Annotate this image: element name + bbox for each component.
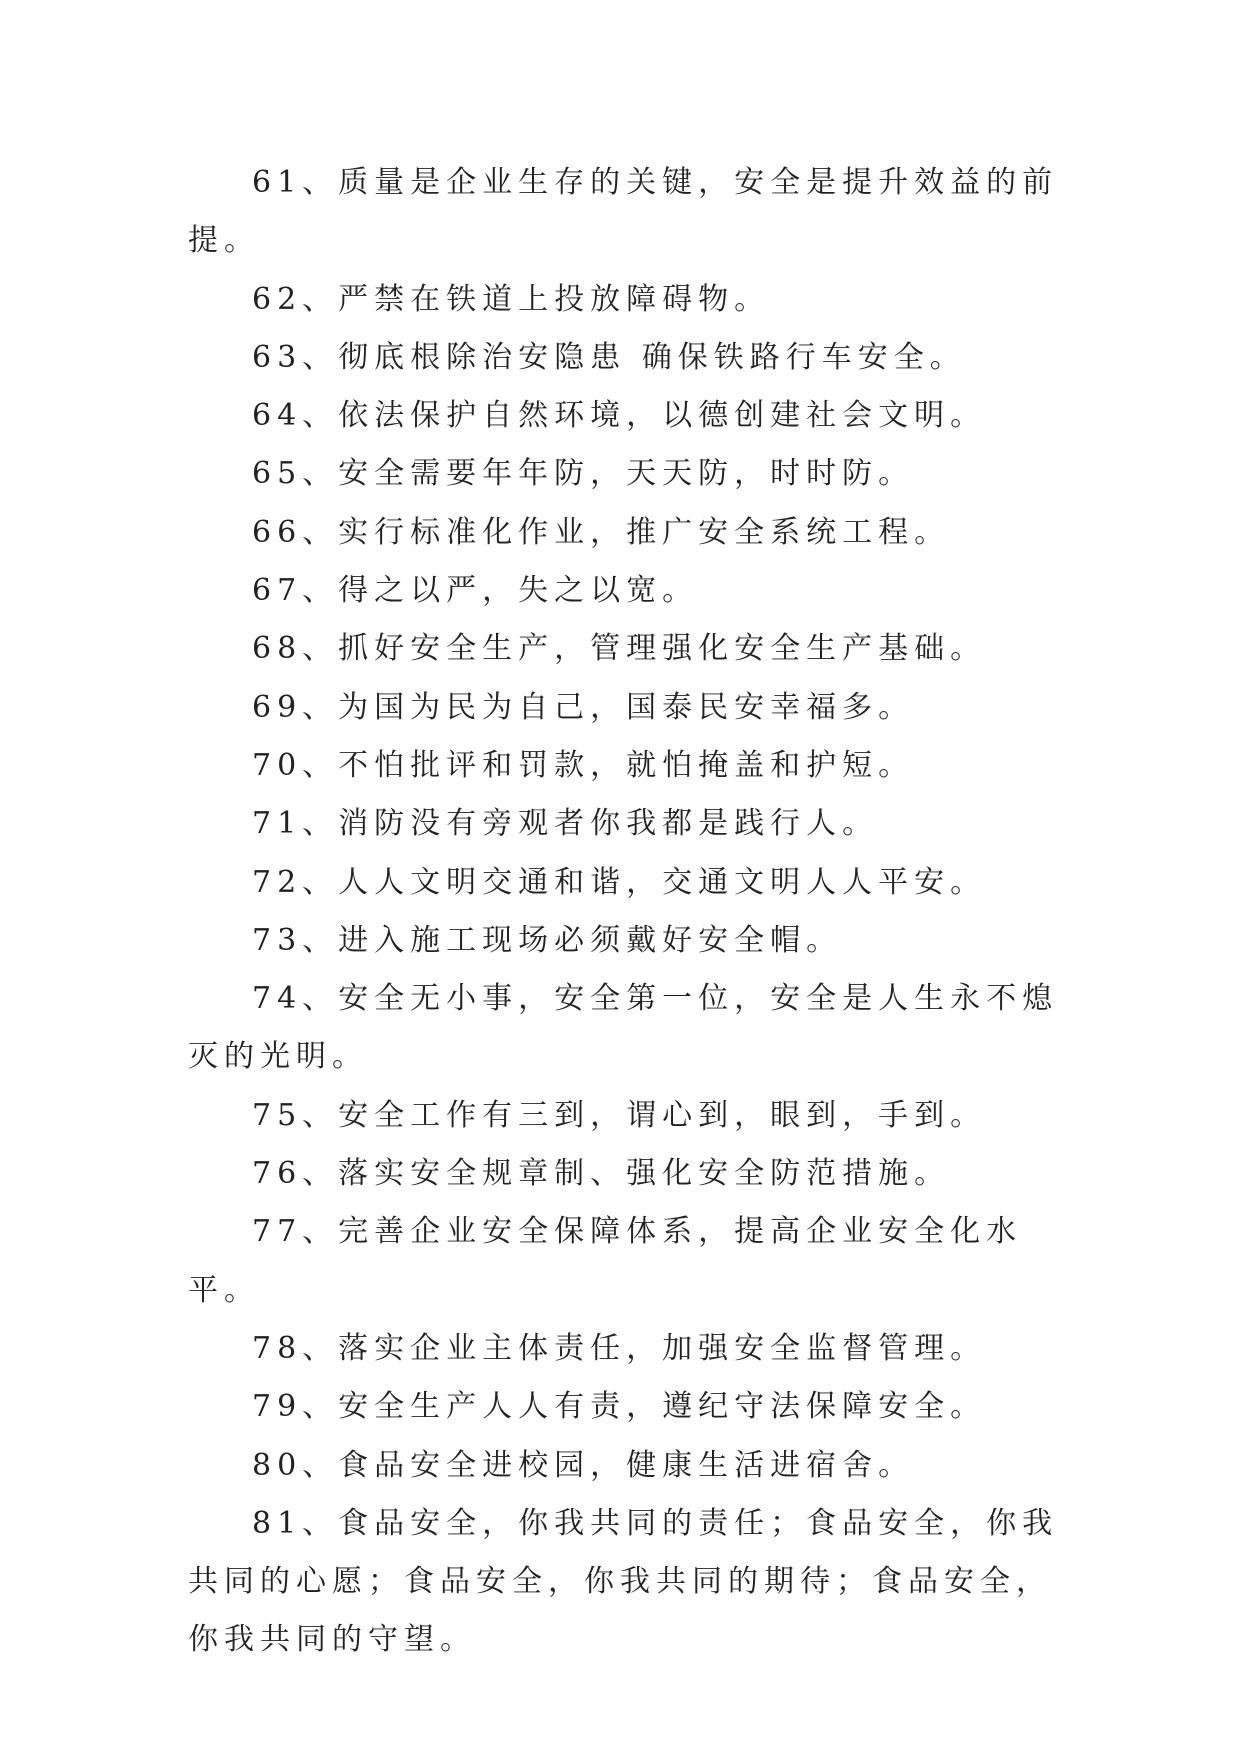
slogan-item-79: 79、安全生产人人有责，遵纪守法保障安全。	[252, 1389, 987, 1425]
slogan-item-70: 70、不怕批评和罚款，就怕掩盖和护短。	[252, 747, 915, 783]
slogan-item-76: 76、落实安全规章制、强化安全防范措施。	[252, 1156, 951, 1192]
slogan-item-73: 73、进入施工现场必须戴好安全帽。	[252, 922, 843, 958]
slogan-item-69: 69、为国为民为自己，国泰民安幸福多。	[252, 689, 915, 725]
slogan-item-75: 75、安全工作有三到，谓心到，眼到，手到。	[252, 1097, 987, 1133]
slogan-list	[188, 154, 1068, 1670]
slogan-item-66: 66、实行标准化作业，推广安全系统工程。	[252, 514, 951, 550]
slogan-item-74: 74、安全无小事，安全第一位，安全是人生永不熄灭的光明。	[188, 981, 1059, 1075]
slogan-item-67: 67、得之以严，失之以宽。	[252, 573, 699, 609]
slogan-item-63: 63、彻底根除治安隐患 确保铁路行车安全。	[252, 339, 966, 375]
slogan-item-80: 80、食品安全进校园，健康生活进宿舍。	[252, 1447, 915, 1483]
slogan-item-78: 78、落实企业主体责任，加强安全监督管理。	[252, 1330, 987, 1366]
slogan-item-81: 81、食品安全，你我共同的责任；食品安全，你我共同的心愿；食品安全，你我共同的期待；食品安全，你我共同的守望。	[188, 1505, 1059, 1658]
slogan-item-72: 72、人人文明交通和谐，交通文明人人平安。	[252, 864, 987, 900]
slogan-item-62: 62、严禁在铁道上投放障碍物。	[252, 281, 771, 317]
slogan-item-77: 77、完善企业安全保障体系，提高企业安全化水平。	[188, 1214, 1023, 1308]
slogan-item-68: 68、抓好安全生产，管理强化安全生产基础。	[252, 631, 987, 667]
slogan-item-61: 61、质量是企业生存的关键，安全是提升效益的前提。	[188, 165, 1059, 259]
slogan-item-64: 64、依法保护自然环境，以德创建社会文明。	[252, 398, 987, 434]
slogan-item-71: 71、消防没有旁观者你我都是践行人。	[252, 806, 879, 842]
slogan-item-65: 65、安全需要年年防，天天防，时时防。	[252, 456, 915, 492]
